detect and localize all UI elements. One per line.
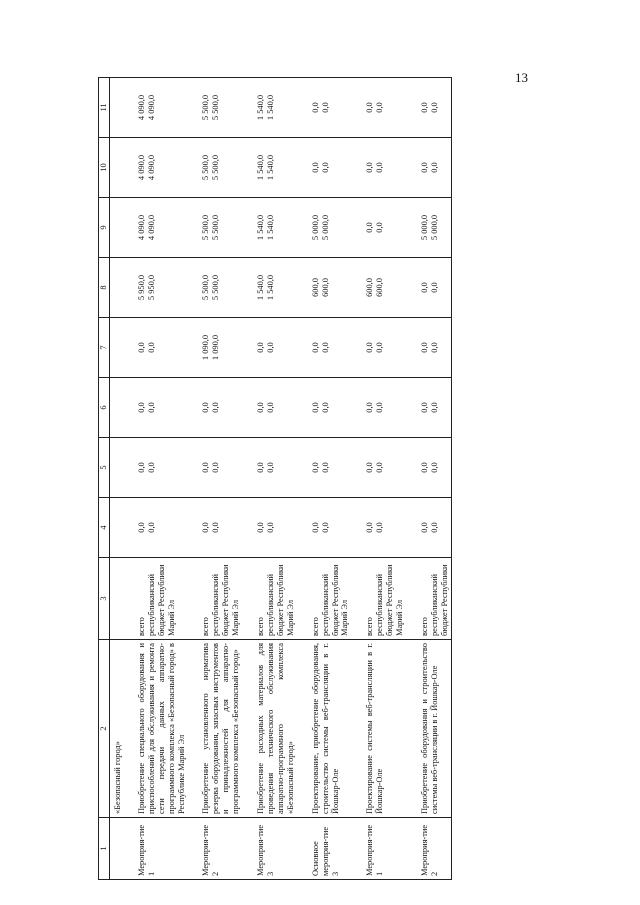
- value-line: 0,0: [146, 402, 156, 413]
- value-line: 5 000,0: [419, 214, 429, 241]
- value-line: 0,0: [419, 162, 429, 173]
- value-cell: [123, 78, 188, 138]
- value-line: 0,0: [419, 522, 429, 533]
- value-line: 0,0: [201, 402, 211, 413]
- funding-source: [123, 558, 188, 640]
- value-line: 0,0: [365, 162, 375, 173]
- value-line: 0,0: [375, 342, 385, 353]
- value-cell: [351, 258, 406, 318]
- value-cell: [406, 78, 451, 138]
- value-line: 0,0: [211, 402, 221, 413]
- value-cell: [351, 498, 406, 558]
- measure-label: Мероприя-тие 2: [406, 818, 451, 880]
- value-line: 0,0: [375, 222, 385, 233]
- value-line: 0,0: [320, 522, 330, 533]
- intro-cell-empty: [110, 318, 123, 378]
- value-line: 0,0: [146, 522, 156, 533]
- value-cell: [297, 78, 352, 138]
- value-line: 5 000,0: [310, 214, 320, 241]
- rotated-table-container: [98, 78, 638, 880]
- column-header: 6: [99, 378, 110, 438]
- value-cell: [242, 378, 297, 438]
- value-line: 0,0: [429, 402, 439, 413]
- value-line: 1 540,0: [265, 94, 275, 121]
- value-line: 0,0: [320, 402, 330, 413]
- value-line: 600,0: [310, 278, 320, 297]
- value-cell: [123, 258, 188, 318]
- value-line: 0,0: [429, 342, 439, 353]
- value-line: 0,0: [211, 462, 221, 473]
- value-cell: [297, 378, 352, 438]
- funding-source-line: всего: [201, 617, 211, 636]
- value-line: 0,0: [429, 462, 439, 473]
- column-header: 5: [99, 438, 110, 498]
- measure-label: Мероприя-тие 3: [242, 818, 297, 880]
- value-line: 0,0: [310, 522, 320, 533]
- value-line: 0,0: [310, 342, 320, 353]
- value-line: 0,0: [375, 462, 385, 473]
- value-line: 5 500,0: [201, 274, 211, 301]
- value-line: 4 090,0: [146, 94, 156, 121]
- value-line: 600,0: [365, 278, 375, 297]
- value-line: 0,0: [429, 522, 439, 533]
- value-cell: [242, 498, 297, 558]
- value-cell: [187, 438, 242, 498]
- value-cell: [187, 138, 242, 198]
- intro-cell: «Безопасный город»: [110, 640, 123, 818]
- value-line: 0,0: [211, 522, 221, 533]
- value-line: 1 540,0: [265, 274, 275, 301]
- value-line: 0,0: [419, 342, 429, 353]
- value-cell: [406, 438, 451, 498]
- value-cell: [123, 318, 188, 378]
- funding-source-line: всего: [256, 617, 266, 636]
- funding-source-line: республиканский бюджет Республики Марий Эл: [320, 564, 350, 636]
- value-line: 1 540,0: [256, 274, 266, 301]
- funding-source-line: республиканский бюджет Республики: [429, 564, 449, 636]
- measure-label: Мероприя-тие 1: [351, 818, 406, 880]
- value-line: 0,0: [256, 462, 266, 473]
- value-line: 0,0: [265, 522, 275, 533]
- value-cell: [187, 498, 242, 558]
- intro-cell-empty: [110, 498, 123, 558]
- value-cell: [187, 378, 242, 438]
- funding-source-line: республиканский бюджет Республики Марий Эл: [146, 564, 176, 636]
- value-cell: [242, 78, 297, 138]
- value-cell: [297, 258, 352, 318]
- intro-cell-empty: [110, 438, 123, 498]
- value-cell: [351, 378, 406, 438]
- value-line: 0,0: [375, 522, 385, 533]
- value-line: 1 090,0: [211, 334, 221, 361]
- funding-source-line: всего: [419, 617, 429, 636]
- value-line: 0,0: [265, 462, 275, 473]
- value-cell: [406, 318, 451, 378]
- value-line: 0,0: [201, 462, 211, 473]
- value-cell: [297, 438, 352, 498]
- table-row: [297, 78, 352, 880]
- value-line: 5 950,0: [146, 274, 156, 301]
- table-header: [99, 78, 110, 880]
- column-header: 7: [99, 318, 110, 378]
- value-cell: [187, 318, 242, 378]
- table-row: [406, 78, 451, 880]
- value-line: 1 540,0: [256, 154, 266, 181]
- value-line: 0,0: [419, 102, 429, 113]
- value-line: 0,0: [419, 462, 429, 473]
- intro-cell-empty: [110, 138, 123, 198]
- funding-source-line: республиканский бюджет Республики Марий Эл: [211, 564, 241, 636]
- value-line: 0,0: [429, 282, 439, 293]
- value-line: 0,0: [310, 462, 320, 473]
- value-cell: [242, 258, 297, 318]
- value-line: 5 500,0: [201, 214, 211, 241]
- value-cell: [242, 438, 297, 498]
- value-line: 4 090,0: [146, 214, 156, 241]
- table-row: [351, 78, 406, 880]
- value-line: 0,0: [146, 342, 156, 353]
- intro-cell-empty: [110, 78, 123, 138]
- value-line: 600,0: [320, 278, 330, 297]
- value-line: 1 090,0: [201, 334, 211, 361]
- funding-source: [242, 558, 297, 640]
- value-cell: [406, 258, 451, 318]
- measure-label: Основное мероприя-тие 3: [297, 818, 352, 880]
- value-cell: [406, 198, 451, 258]
- value-line: 1 540,0: [256, 94, 266, 121]
- measure-label: Мероприя-тие 1: [123, 818, 188, 880]
- value-cell: [242, 198, 297, 258]
- value-cell: [123, 438, 188, 498]
- value-cell: [242, 138, 297, 198]
- value-line: 0,0: [310, 402, 320, 413]
- value-cell: [297, 138, 352, 198]
- table-row: [187, 78, 242, 880]
- program-funding-table: [98, 77, 452, 880]
- value-line: 0,0: [365, 102, 375, 113]
- page-number: 13: [515, 70, 528, 85]
- value-line: 0,0: [365, 402, 375, 413]
- value-cell: [187, 258, 242, 318]
- funding-source-line: всего: [136, 617, 146, 636]
- column-header: 8: [99, 258, 110, 318]
- column-header: 9: [99, 198, 110, 258]
- value-cell: [187, 78, 242, 138]
- value-line: 5 950,0: [136, 274, 146, 301]
- column-header: 2: [99, 640, 110, 818]
- column-header: 11: [99, 78, 110, 138]
- value-line: 0,0: [365, 222, 375, 233]
- measure-description: Приобретение расходных материалов для проведения технического обслуживания аппаратно-программного комплекса «Безопасный город»: [242, 640, 297, 818]
- value-cell: [406, 378, 451, 438]
- value-line: 5 000,0: [429, 214, 439, 241]
- intro-row: [110, 78, 123, 880]
- measure-description: Приобретение установленного норматива резерва оборудования, запасных инструментов и принадлежностей для аппаратно-программного комплекса «Безопасный город»: [187, 640, 242, 818]
- funding-source-line: республиканский бюджет Республики Марий Эл: [265, 564, 295, 636]
- value-line: 0,0: [419, 402, 429, 413]
- value-cell: [351, 438, 406, 498]
- value-line: 0,0: [429, 162, 439, 173]
- value-line: 0,0: [419, 282, 429, 293]
- value-line: 4 090,0: [146, 154, 156, 181]
- value-line: 0,0: [375, 102, 385, 113]
- column-header: 1: [99, 818, 110, 880]
- value-cell: [297, 318, 352, 378]
- funding-source-line: республиканский бюджет Республики Марий Эл: [375, 564, 405, 636]
- value-line: 0,0: [429, 102, 439, 113]
- measure-label: Мероприя-тие 2: [187, 818, 242, 880]
- value-line: 0,0: [256, 342, 266, 353]
- intro-cell-empty: [110, 258, 123, 318]
- intro-cell-empty: [110, 558, 123, 640]
- value-cell: [351, 78, 406, 138]
- value-cell: [351, 138, 406, 198]
- value-line: 1 540,0: [265, 214, 275, 241]
- value-line: 5 500,0: [201, 154, 211, 181]
- value-line: 0,0: [136, 402, 146, 413]
- measure-description: Проектирование системы веб-трансляции в г. Йошкар-Оле: [351, 640, 406, 818]
- value-line: 4 090,0: [136, 214, 146, 241]
- value-line: 0,0: [265, 402, 275, 413]
- value-cell: [297, 498, 352, 558]
- value-line: 0,0: [265, 342, 275, 353]
- column-header: 10: [99, 138, 110, 198]
- measure-description: Приобретение оборудования и строительство системы веб-трансляции в г. Йошкар-Оле: [406, 640, 451, 818]
- value-line: 0,0: [320, 162, 330, 173]
- column-header: 3: [99, 558, 110, 640]
- funding-source: [297, 558, 352, 640]
- value-line: 0,0: [310, 102, 320, 113]
- value-cell: [123, 498, 188, 558]
- intro-cell-empty: [110, 818, 123, 880]
- value-line: 0,0: [201, 522, 211, 533]
- value-line: 0,0: [256, 402, 266, 413]
- funding-source: [351, 558, 406, 640]
- value-line: 0,0: [365, 462, 375, 473]
- value-line: 0,0: [375, 402, 385, 413]
- value-line: 0,0: [136, 342, 146, 353]
- value-line: 1 540,0: [265, 154, 275, 181]
- value-line: 0,0: [310, 162, 320, 173]
- value-line: 0,0: [320, 342, 330, 353]
- value-line: 0,0: [320, 462, 330, 473]
- table-row: [242, 78, 297, 880]
- value-cell: [406, 138, 451, 198]
- value-line: 0,0: [136, 462, 146, 473]
- value-cell: [123, 378, 188, 438]
- value-cell: [123, 198, 188, 258]
- funding-source: [406, 558, 451, 640]
- value-line: 0,0: [256, 522, 266, 533]
- value-cell: [123, 138, 188, 198]
- value-cell: [406, 498, 451, 558]
- measure-description: Приобретение специального оборудования и приспособлений для обслуживания и ремонта сети передачи данных аппаратно-программного комплекса «Безопасный город» в Республике Марий Эл: [123, 640, 188, 818]
- table-row: [123, 78, 188, 880]
- value-line: 1 540,0: [256, 214, 266, 241]
- header-row: [99, 78, 110, 880]
- value-line: 5 000,0: [320, 214, 330, 241]
- value-line: 0,0: [365, 522, 375, 533]
- value-line: 0,0: [320, 102, 330, 113]
- value-line: 0,0: [365, 342, 375, 353]
- value-cell: [297, 198, 352, 258]
- value-line: 5 500,0: [211, 154, 221, 181]
- table-body: [110, 78, 452, 880]
- value-line: 5 500,0: [211, 274, 221, 301]
- intro-cell-empty: [110, 378, 123, 438]
- measure-description: Проектирование, приобретение оборудования, строительство системы веб-трансляции в г. Йошкар-Оле: [297, 640, 352, 818]
- value-line: 600,0: [375, 278, 385, 297]
- funding-source: [187, 558, 242, 640]
- value-line: 4 090,0: [136, 94, 146, 121]
- funding-source-line: всего: [310, 617, 320, 636]
- value-line: 0,0: [375, 162, 385, 173]
- column-header: 4: [99, 498, 110, 558]
- value-cell: [242, 318, 297, 378]
- value-line: 0,0: [136, 522, 146, 533]
- value-line: 0,0: [146, 462, 156, 473]
- value-cell: [351, 318, 406, 378]
- value-line: 5 500,0: [211, 94, 221, 121]
- intro-cell-empty: [110, 198, 123, 258]
- funding-source-line: всего: [365, 617, 375, 636]
- value-line: 4 090,0: [136, 154, 146, 181]
- value-cell: [351, 198, 406, 258]
- value-line: 5 500,0: [211, 214, 221, 241]
- value-line: 5 500,0: [201, 94, 211, 121]
- value-cell: [187, 198, 242, 258]
